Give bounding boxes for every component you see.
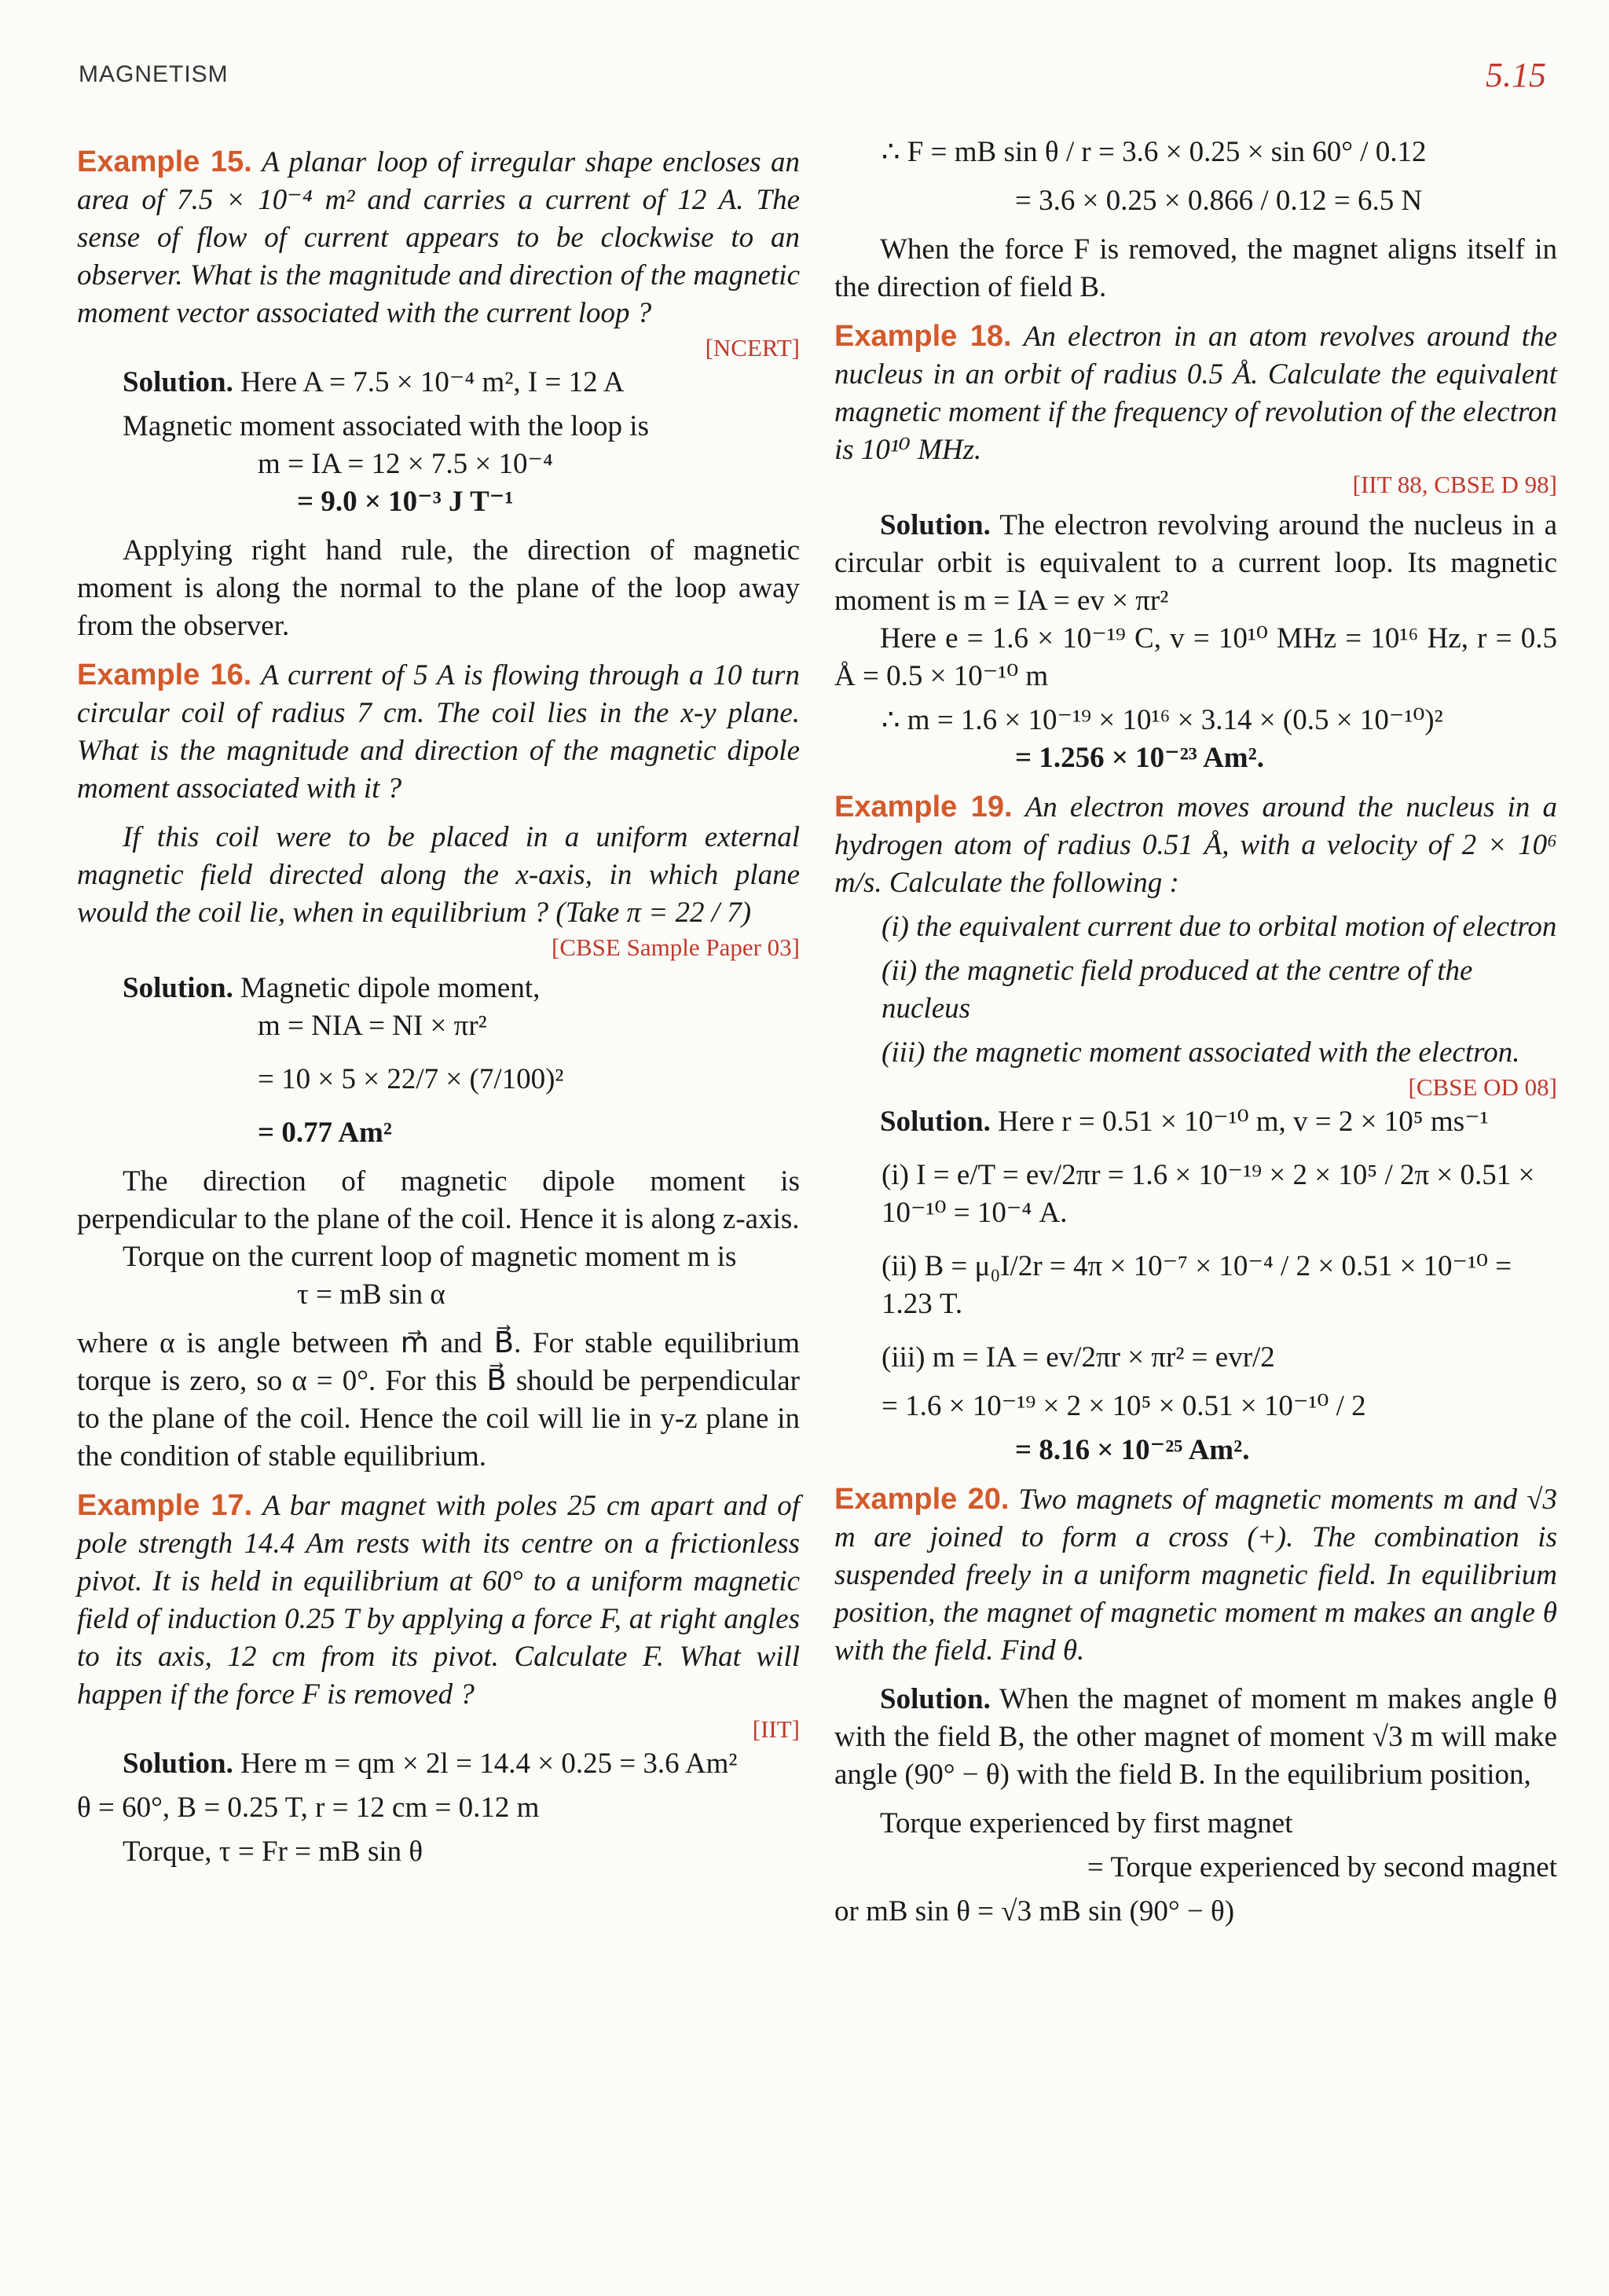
- example-16: [77, 656, 800, 808]
- equation: or mB sin θ = √3 mB sin (90° − θ): [834, 1895, 1235, 1927]
- page-number: 5.15: [1486, 56, 1546, 94]
- example-label: Example 15.: [77, 145, 252, 178]
- solution: [77, 970, 800, 1007]
- equation: (iii) m = IA = ev/2πr × πr² = evr/2: [881, 1341, 1275, 1374]
- solution-text: When the magnet of moment m makes angle θ with the field B, the other magnet of moment √3 m will make angle (90° − θ) with the field B. In the equilibrium position,: [834, 1683, 1557, 1791]
- solution-label: Solution.: [123, 366, 233, 398]
- equation: = 10 × 5 × 22/7 × (7/100)²: [258, 1063, 564, 1095]
- example-17: [77, 1487, 800, 1714]
- equation-result: = 9.0 × 10⁻³ J T⁻¹: [297, 486, 514, 518]
- example-15: [77, 143, 800, 332]
- equation: m = IA = 12 × 7.5 × 10⁻⁴: [258, 448, 553, 480]
- source-tag: [CBSE Sample Paper 03]: [552, 933, 800, 961]
- solution: [834, 1103, 1557, 1141]
- solution-given: Here r = 0.51 × 10⁻¹⁰ m, v = 2 × 10⁵ ms⁻¹: [998, 1106, 1489, 1138]
- equation: m = NIA = NI × πr²: [258, 1010, 487, 1042]
- solution-label: Solution.: [880, 1106, 991, 1138]
- list-item: (iii) the magnetic moment associated with the electron.: [881, 1036, 1520, 1069]
- equation-result: = 8.16 × 10⁻²⁵ Am².: [1015, 1434, 1250, 1466]
- source-tag: [NCERT]: [705, 334, 800, 361]
- example-text-2: If this coil were to be placed in a uniform external magnetic field directed along the x-axis, in which plane would the coil lie, when in equilibrium ? (Take π = 22 / 7): [77, 821, 800, 929]
- text-line: = Torque experienced by second magnet: [1087, 1851, 1557, 1883]
- example-text: A planar loop of irregular shape encloses an area of 7.5 × 10⁻⁴ m² and carries a current of 12 A. The sense of flow of current appears to be clockwise to an observer. What is the magnitude and direction of the magnetic moment vector associated with the current loop ?: [77, 146, 801, 329]
- given-values: θ = 60°, B = 0.25 T, r = 12 cm = 0.12 m: [77, 1792, 540, 1824]
- equation-result: = 0.77 Am²: [258, 1117, 392, 1149]
- solution: [77, 1745, 800, 1783]
- solution: [77, 364, 800, 402]
- solution-text: Magnetic dipole moment,: [240, 972, 541, 1004]
- example-text: A bar magnet with poles 25 cm apart and of pole strength 14.4 Am rests with its centre on a frictionless pivot. It is held in equilibrium at 60° to a uniform magnetic field of induction 0.25 T by applying a force F, at right angles to its axis, 12 cm from its pivot. Calculate F. What will happen if the force F is removed ?: [77, 1490, 801, 1711]
- chapter-title: MAGNETISM: [79, 61, 229, 87]
- solution: [834, 1681, 1557, 1794]
- solution-label: Solution.: [123, 972, 233, 1004]
- example-label: Example 16.: [77, 658, 252, 691]
- given-values: Here e = 1.6 × 10⁻¹⁹ C, v = 10¹⁰ MHz = 10¹⁶ Hz, r = 0.5 Å = 0.5 × 10⁻¹⁰ m: [834, 622, 1557, 692]
- solution-label: Solution.: [880, 1683, 991, 1715]
- equation: (ii) B = μ₀I/2r = 4π × 10⁻⁷ × 10⁻⁴ / 2 × 0.51 × 10⁻¹⁰ = 1.23 T.: [881, 1250, 1512, 1320]
- list-item: (ii) the magnetic field produced at the centre of the nucleus: [881, 955, 1473, 1025]
- left-column: [77, 132, 800, 1871]
- paragraph: Torque on the current loop of magnetic moment m is: [123, 1241, 737, 1273]
- equation-result: = 3.6 × 0.25 × 0.866 / 0.12 = 6.5 N: [1015, 185, 1423, 217]
- text-line: Torque experienced by first magnet: [880, 1807, 1293, 1839]
- paragraph: When the force F is removed, the magnet aligns itself in the direction of field B.: [834, 233, 1557, 303]
- text-line: Magnetic moment associated with the loop is: [123, 410, 649, 442]
- example-label: Example 20.: [834, 1483, 1010, 1516]
- source-tag: [CBSE OD 08]: [1408, 1073, 1557, 1101]
- example-text: An electron in an atom revolves around the nucleus in an orbit of radius 0.5 Å. Calculate the equivalent magnetic moment if the frequency of revolution of the electron is 10¹⁰ MHz.: [834, 321, 1558, 466]
- equation: (i) I = e/T = ev/2πr = 1.6 × 10⁻¹⁹ × 2 × 10⁵ / 2π × 0.51 × 10⁻¹⁰ = 10⁻⁴ A.: [881, 1159, 1535, 1229]
- example-text: A current of 5 A is flowing through a 10 turn circular coil of radius 7 cm. The coil lies in the x-y plane. What is the magnitude and direction of the magnetic dipole moment associated with it ?: [77, 659, 800, 805]
- example-label: Example 18.: [834, 320, 1012, 353]
- solution-text: The electron revolving around the nucleus in a circular orbit is equivalent to a current loop. Its magnetic moment is m = IA = ev × πr²: [834, 509, 1557, 617]
- source-tag: [IIT 88, CBSE D 98]: [1352, 471, 1557, 498]
- equation: τ = mB sin α: [297, 1278, 445, 1311]
- right-column: [834, 123, 1557, 1931]
- example-18: [834, 317, 1557, 469]
- paragraph: where α is angle between m⃗ and B⃗. For stable equilibrium torque is zero, so α = 0°. For this B⃗ should be perpendicular to the plane of the coil. Hence the coil will lie in y-z plane in the condition of stable equilibrium.: [77, 1327, 800, 1473]
- paragraph: Applying right hand rule, the direction of magnetic moment is along the normal to the plane of the loop away from the observer.: [77, 534, 800, 642]
- solution-given: Here A = 7.5 × 10⁻⁴ m², I = 12 A: [240, 366, 625, 398]
- solution: [834, 507, 1557, 620]
- solution-label: Solution.: [880, 509, 991, 541]
- paragraph: The direction of magnetic dipole moment is perpendicular to the plane of the coil. Hence it is along z-axis.: [77, 1165, 800, 1235]
- example-label: Example 17.: [77, 1489, 253, 1522]
- source-tag: [IIT]: [752, 1715, 800, 1743]
- example-label: Example 19.: [834, 790, 1013, 823]
- equation: = 1.6 × 10⁻¹⁹ × 2 × 10⁵ × 0.51 × 10⁻¹⁰ / 2: [881, 1390, 1366, 1422]
- equation: Torque, τ = Fr = mB sin θ: [123, 1836, 423, 1868]
- solution-label: Solution.: [123, 1748, 233, 1780]
- equation: ∴ m = 1.6 × 10⁻¹⁹ × 10¹⁶ × 3.14 × (0.5 × 10⁻¹⁰)²: [881, 704, 1443, 736]
- example-text: An electron moves around the nucleus in a hydrogen atom of radius 0.51 Å, with a velocity of 2 × 10⁶ m/s. Calculate the following :: [834, 791, 1557, 899]
- example-text: Two magnets of magnetic moments m and √3 m are joined to form a cross (+). The combination is suspended freely in a uniform magnetic field. In equilibrium position, the magnet of magnetic moment m makes an angle θ with the field. Find θ.: [834, 1484, 1557, 1667]
- example-20: [834, 1480, 1557, 1670]
- list-item: (i) the equivalent current due to orbital motion of electron: [881, 911, 1557, 943]
- example-19: [834, 788, 1557, 902]
- equation-result: = 1.256 × 10⁻²³ Am².: [1015, 742, 1264, 774]
- solution-given: Here m = qm × 2l = 14.4 × 0.25 = 3.6 Am²: [240, 1748, 738, 1780]
- equation: ∴ F = mB sin θ / r = 3.6 × 0.25 × sin 60° / 0.12: [881, 136, 1427, 168]
